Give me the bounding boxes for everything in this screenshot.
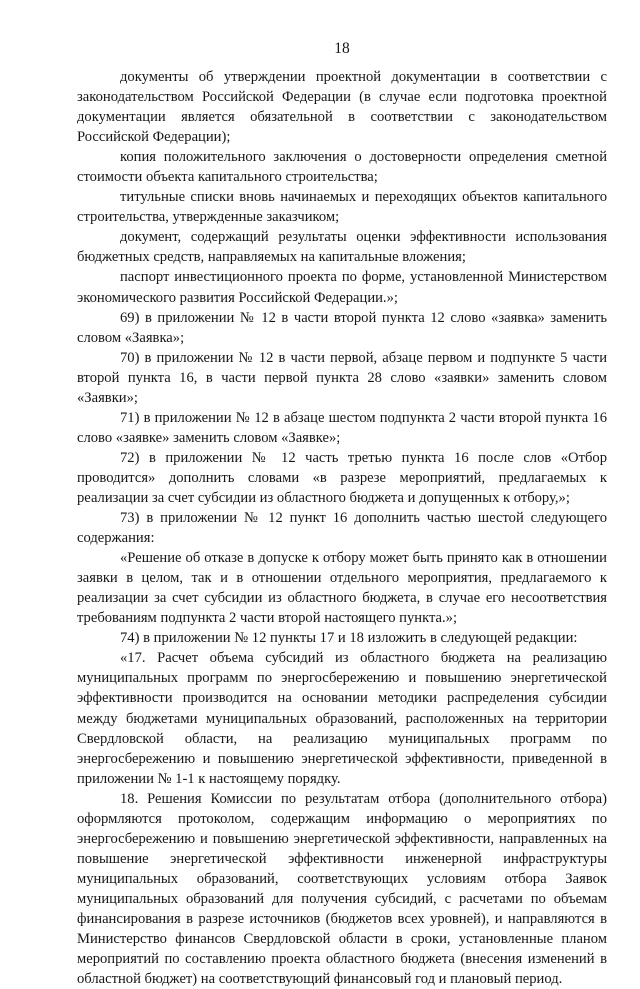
paragraph-expertise-copy: копия положительного заключения о достоверности определения сметной стоимости объекта капитального строительства; [77, 149, 607, 186]
paragraph-item-73: 73) в приложении № 12 пункт 16 дополнить частью шестой следующего содержания: [77, 510, 607, 547]
paragraph-investment-passport: паспорт инвестиционного проекта по форме, установленной Министерством экономического развития Российской Федерации.»; [77, 269, 607, 306]
paragraph-clause-17: «17. Расчет объема субсидий из областного бюджета на реализацию муниципальных программ по энергосбережению и повышению энергетической эффективности производится на основании методики распределения субсидии между бюджетами муниципальных образований, расположенных на территории Свердловской области, на реализацию муниципальных программ по энергосбережению и повышению энергетической эффективности, приведенной в приложении № 1-1 к настоящему порядку. [77, 650, 607, 787]
paragraph-item-72: 72) в приложении № 12 часть третью пункта 16 после слов «Отбор проводится» дополнить словами «в разрезе мероприятий, предлагаемых к реализации за счет субсидии из областного бюджета и допущенных к отбору,»; [77, 449, 607, 506]
page-number: 18 [334, 40, 350, 57]
paragraph-refusal-decision: «Решение об отказе в допуске к отбору может быть принято как в отношении заявки в целом, так и в отношении отдельного мероприятия, предлагаемого к реализации за счет субсидии из областного бюджета, в случае его несоответствия требованиям подпункта 2 части второй настоящего пункта.»; [77, 550, 607, 627]
document-page [77, 0, 607, 988]
paragraph-efficiency-assessment: документ, содержащий результаты оценки эффективности использования бюджетных средств, направляемых на капитальные вложения; [77, 229, 607, 266]
paragraph-item-69: 69) в приложении № 12 в части второй пункта 12 слово «заявка» заменить словом «Заявка»; [77, 309, 607, 346]
paragraph-item-71: 71) в приложении № 12 в абзаце шестом подпункта 2 части второй пункта 16 слово «заявке» заменить словом «Заявке»; [77, 409, 607, 446]
paragraph-clause-18: 18. Решения Комиссии по результатам отбора (дополнительного отбора) оформляются протоколом, содержащим информацию о мероприятиях по энергосбережению и повышению энергетической эффективности, направленных на повышение энергетической эффективности инженерной инфраструктуры муниципальных образований, соответствующих условиям отбора Заявок муниципальных образований для получения субсидий, с расчетами по объемам финансирования в разрезе источников (бюджетов всех уровней), и направляются в Министерство финансов Свердловской области в сроки, установленные планом мероприятий по составлению проекта областного бюджета (внесения изменений в областной бюджет) на соответствующий финансовый год и плановый период. [77, 790, 607, 988]
document-body [77, 67, 607, 989]
paragraph-item-74: 74) в приложении № 12 пункты 17 и 18 изложить в следующей редакции: [120, 630, 578, 647]
paragraph-title-lists: титульные списки вновь начинаемых и переходящих объектов капитального строительства, утвержденные заказчиком; [77, 189, 607, 226]
paragraph-item-70: 70) в приложении № 12 в части первой, абзаце первом и подпункте 5 части второй пункта 16, в части первой пункта 28 слово «заявки» заменить словом «Заявки»; [77, 349, 607, 406]
paragraph-project-documentation: документы об утверждении проектной документации в соответствии с законодательством Российской Федерации (в случае если подготовка проектной документации является обязательной в соответствии с законодательством Российской Федерации); [77, 69, 607, 146]
